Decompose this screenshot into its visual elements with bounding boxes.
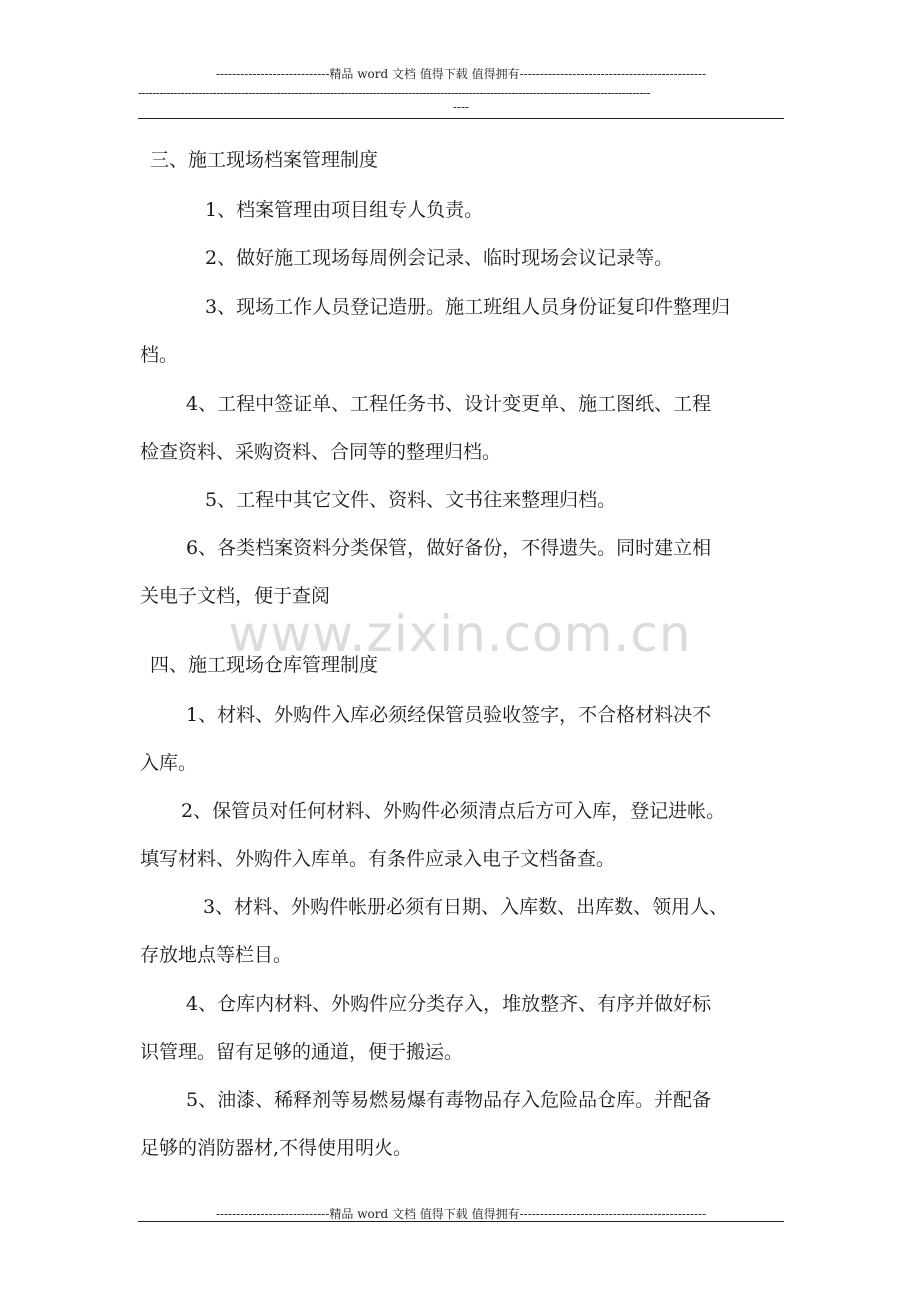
section-title: 三、施工现场档案管理制度 [150,149,379,171]
paragraph-line: 6、各类档案资料分类保管，做好备份，不得遗失。同时建立相 [186,537,712,559]
paragraph-line: 5、油漆、稀释剂等易燃易爆有毒物品存入危险品仓库。并配备 [186,1089,712,1111]
paragraph-line: 填写材料、外购件入库单。有条件应录入电子文档备查。 [140,848,616,870]
paragraph-line: 1、档案管理由项目组专人负责。 [205,199,484,221]
header-banner: ----------------------------精品 word 文档 值得下载 值得拥有---------------------------------------------- [215,67,707,81]
paragraph-line: 5、工程中其它文件、资料、文书往来整理归档。 [205,489,617,511]
paragraph-line: 检查资料、采购资料、合同等的整理归档。 [140,441,502,463]
paragraph-line: 存放地点等栏目。 [140,944,293,966]
header-dash-line: ------------------------------------------------------------------------------------------------------------------------------------------------ [138,86,650,100]
paragraph-line: 足够的消防器材,不得使用明火。 [140,1137,413,1159]
footer-banner: ----------------------------精品 word 文档 值得下载 值得拥有---------------------------------------------- [215,1207,707,1221]
paragraph-line: 2、保管员对任何材料、外购件必须清点后方可入库，登记进帐。 [181,800,726,822]
paragraph-line: 3、材料、外购件帐册必须有日期、入库数、出库数、领用人、 [203,896,729,918]
paragraph-line: 关电子文档，便于查阅 [140,585,331,607]
paragraph-line: 2、做好施工现场每周例会记录、临时现场会议记录等。 [205,247,674,269]
paragraph-line: 4、仓库内材料、外购件应分类存入，堆放整齐、有序并做好标 [186,993,712,1015]
paragraph-line: 1、材料、外购件入库必须经保管员验收签字，不合格材料决不 [186,704,712,726]
paragraph-line: 识管理。留有足够的通道，便于搬运。 [140,1041,464,1063]
paragraph-line: 3、现场工作人员登记造册。施工班组人员身份证复印件整理归 [205,296,731,318]
header-rule [138,118,784,119]
section-title: 四、施工现场仓库管理制度 [150,654,379,676]
paragraph-line: 4、工程中签证单、工程任务书、设计变更单、施工图纸、工程 [186,393,712,415]
footer-rule [138,1221,784,1222]
header-dash-tail: ---- [452,100,470,114]
watermark: www.zixin.com.cn [228,605,692,663]
paragraph-line: 档。 [140,344,179,366]
paragraph-line: 入库。 [140,752,198,774]
